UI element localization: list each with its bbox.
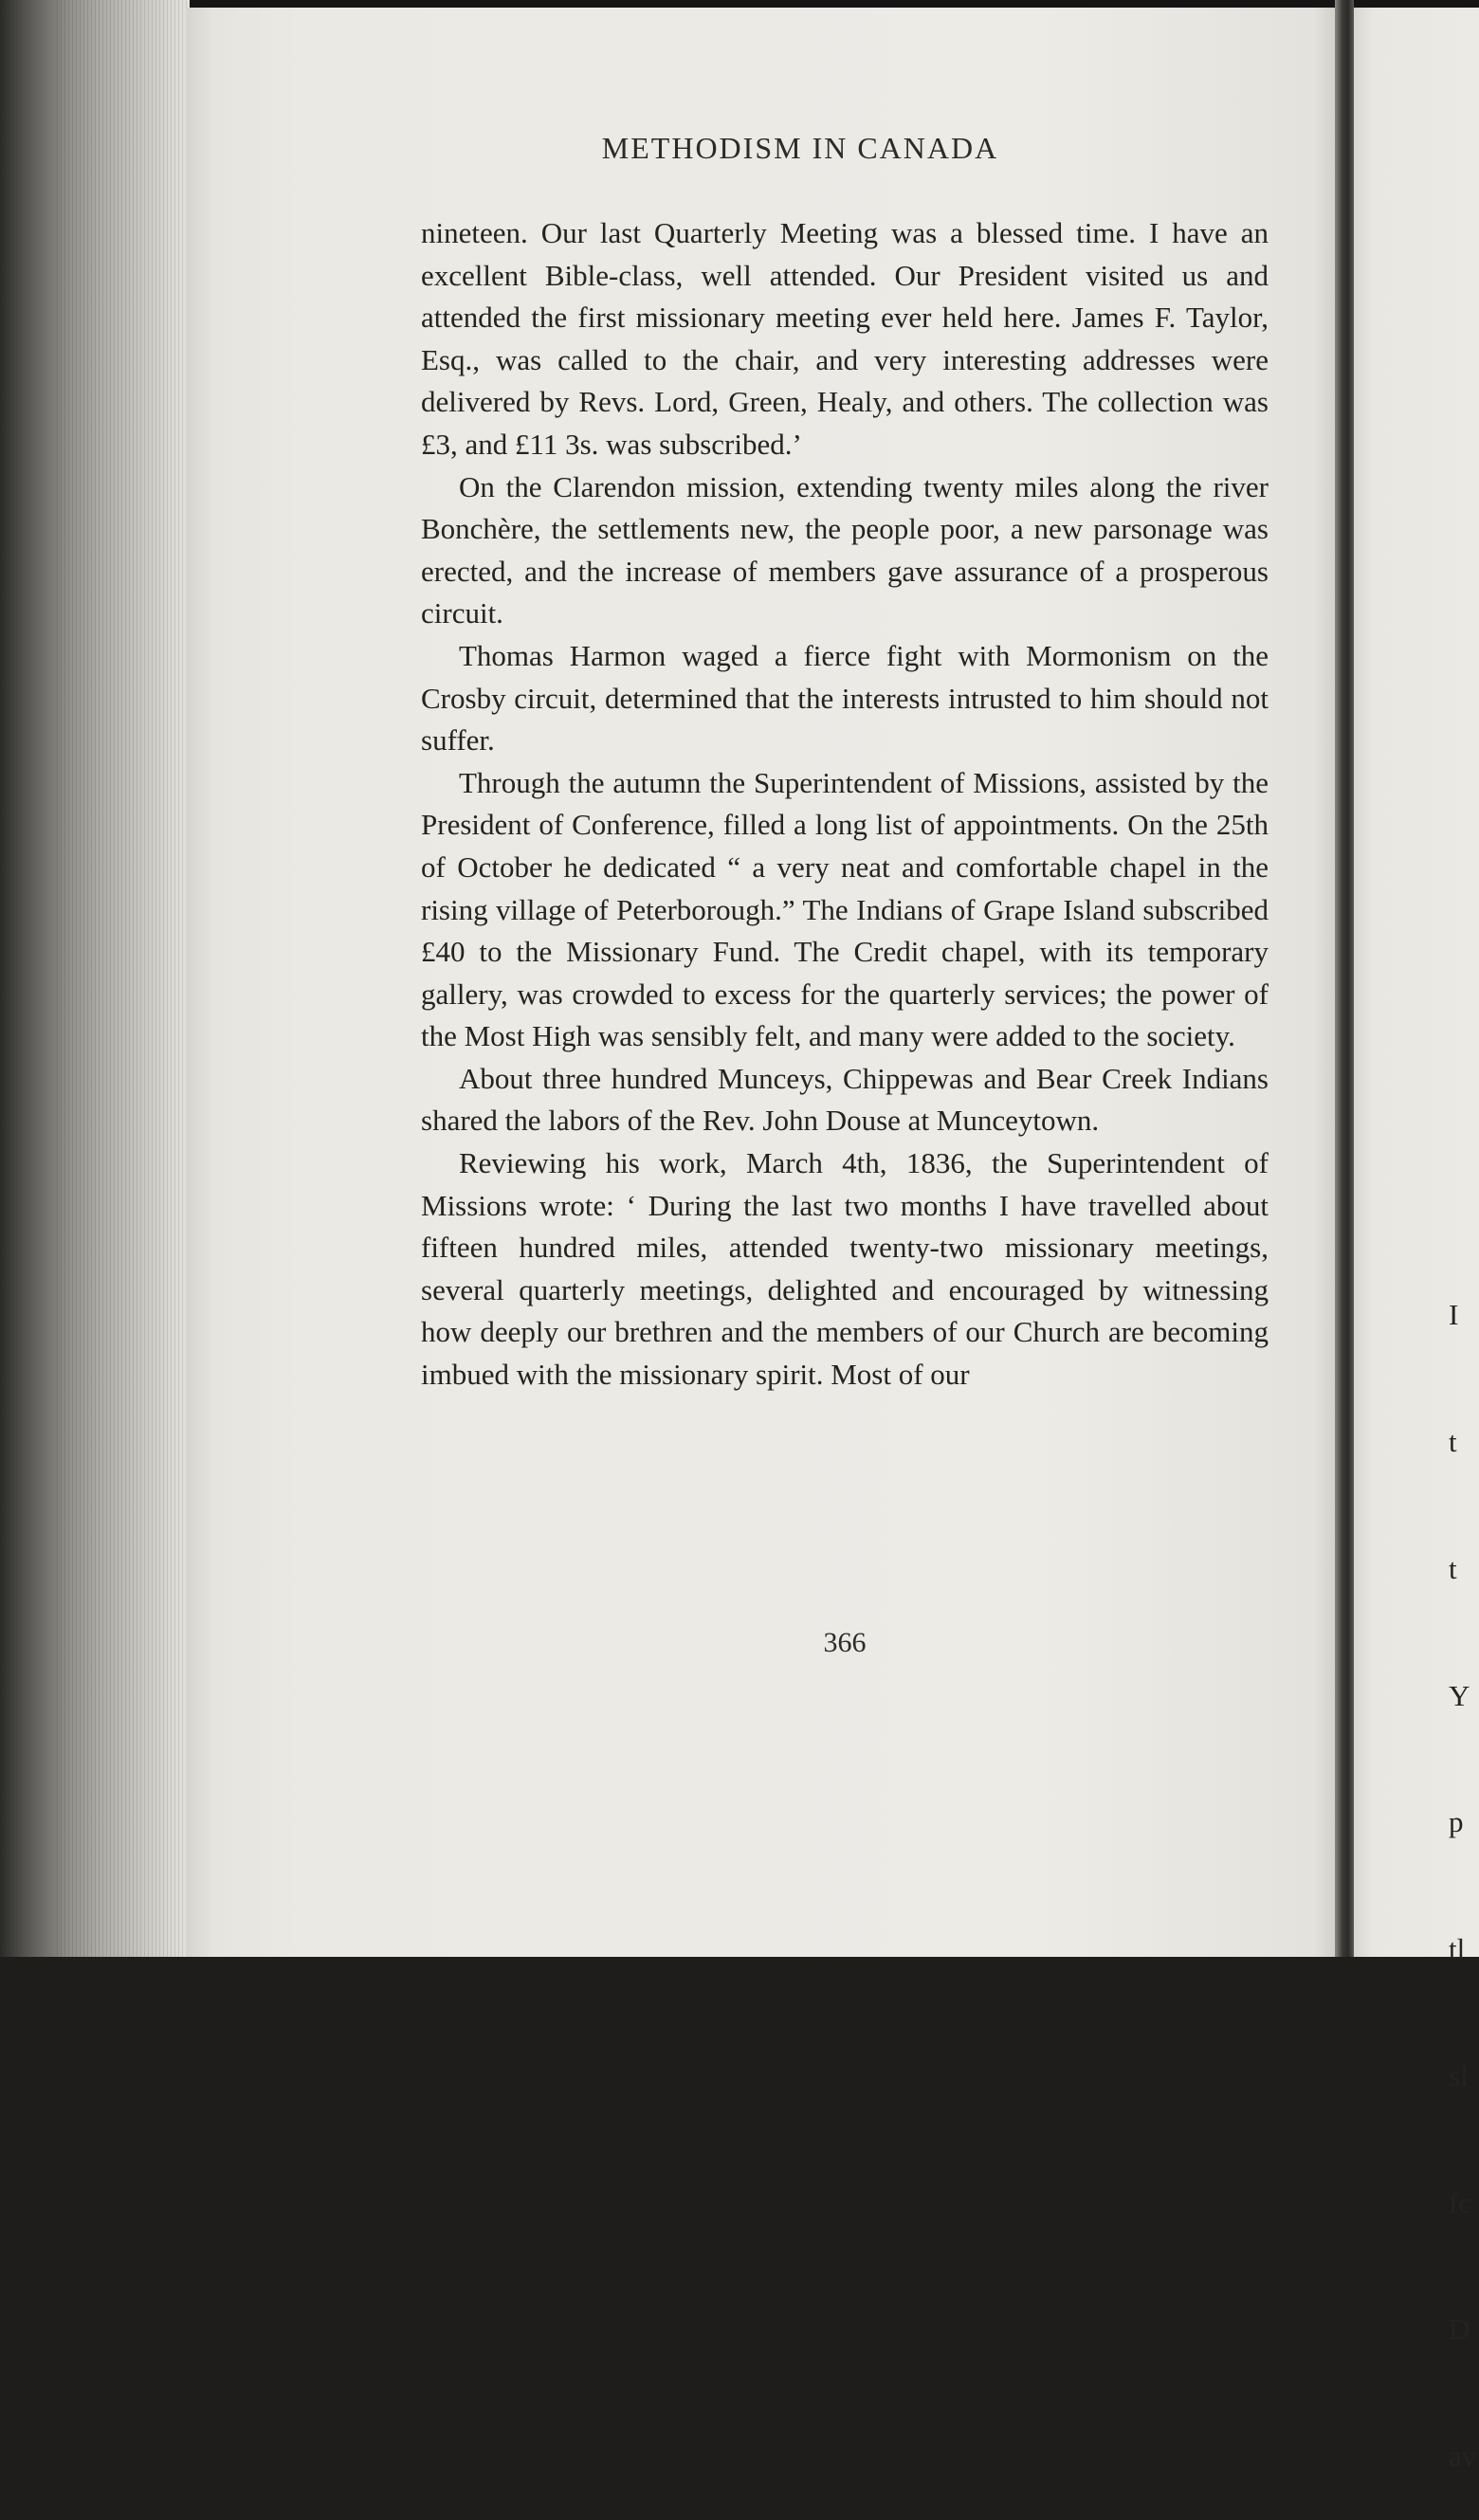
- body-text: [421, 212, 1269, 1397]
- facing-page-fragment: I: [1449, 1298, 1459, 1332]
- facing-page-fragment: D: [1449, 2312, 1470, 2347]
- running-head: METHODISM IN CANADA: [601, 131, 999, 165]
- facing-page-fragment: Y: [1449, 1678, 1470, 1712]
- paragraph: About three hundred Munceys, Chippewas and Bear Creek Indians shared the labors of the Rev. John Douse at Munceytown.: [421, 1061, 1269, 1138]
- paragraph: Reviewing his work, March 4th, 1836, the Superintendent of Missions wrote: ‘ During the last two months I have travelled about fifteen hundred miles, attended twenty-two missionary meetings, several quarterly meetings, delighted and encouraged by witnessing how deeply our brethren and the members of our Church are becoming imbued with the missionary spirit. Most of our: [421, 1146, 1269, 1392]
- facing-page-fragment: sl: [1449, 2058, 1469, 2092]
- paragraph: On the Clarendon mission, extending twenty miles along the river Bonchère, the settlements new, the people poor, a new parsonage was erected, and the increase of members gave assurance of a prosperous circuit.: [421, 469, 1269, 630]
- facing-page-fragment: fc: [1449, 2185, 1472, 2219]
- facing-page-fragment: t: [1449, 1551, 1457, 1585]
- facing-page-fragment: p: [1449, 1805, 1464, 1839]
- paragraph: nineteen. Our last Quarterly Meeting was a blessed time. I have an excellent Bible-class, well attended. Our President visited us and attended the first missionary meeting ever held here. James F. Taylor, Esq., was called to the chair, and very interesting addresses were delivered by Revs. Lord, Green, Healy, and others. The collection was £3, and £11 3s. was subscribed.’: [421, 216, 1269, 461]
- facing-page-fragment: tl: [1449, 1932, 1466, 1966]
- paragraph: Through the autumn the Superintendent of Missions, assisted by the President of Conference, filled a long list of appointments. On the 25th of October he dedicated “ a very neat and comfortable chapel in the rising village of Peterborough.” The Indians of Grape Island subscribed £40 to the Missionary Fund. The Credit chapel, with its temporary gallery, was crowded to excess for the quarterly services; the power of the Most High was sensibly felt, and many were added to the society.: [421, 765, 1269, 1053]
- facing-page-fragment: av: [1449, 2439, 1477, 2474]
- paragraph: Thomas Harmon waged a fierce fight with Mormonism on the Crosby circuit, determined that the interests intrusted to him should not suffer.: [421, 638, 1269, 758]
- book-gutter: [1335, 0, 1354, 1957]
- book-page-edges: [0, 0, 190, 1957]
- facing-page-text: [1449, 1210, 1479, 2520]
- page-number: 366: [823, 1627, 867, 1658]
- facing-page-fragment: t: [1449, 1424, 1457, 1458]
- page-edge-lines: [57, 0, 190, 1957]
